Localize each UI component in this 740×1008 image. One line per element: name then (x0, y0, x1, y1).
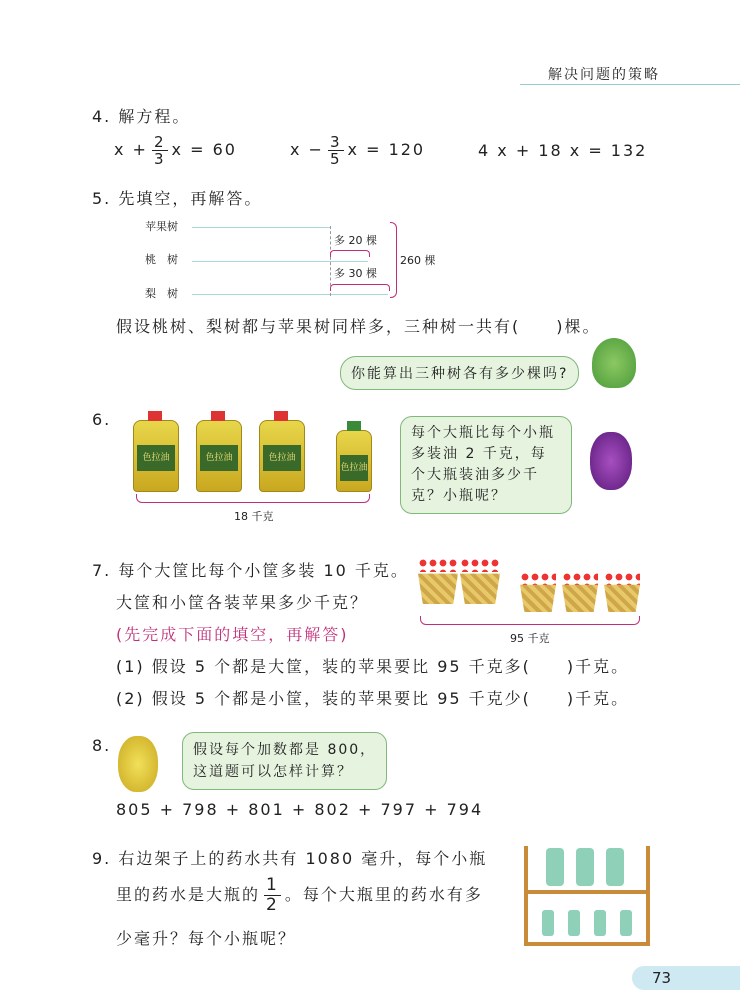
q5-heading: 5. 先填空，再解答。 (92, 189, 263, 208)
page-number: 73 (652, 969, 672, 987)
bar-peach (192, 261, 368, 262)
q8-number: 8. (92, 736, 112, 755)
label-peach: 桃 树 (145, 253, 178, 266)
brace-30 (330, 284, 390, 291)
diff-30: 多 30 棵 (334, 267, 377, 280)
brace-95kg (420, 616, 640, 625)
brace-total (390, 222, 397, 298)
bar-apple (192, 227, 330, 228)
total-18kg: 18 千克 (234, 510, 274, 523)
q6-number: 6. (92, 410, 112, 429)
oil-bottle-large: 色拉油 (259, 420, 305, 492)
q9-line-1: 9. 右边架子上的药水共有 1080 毫升，每个小瓶 (92, 849, 488, 868)
page-number-tab (632, 966, 740, 990)
total-260: 260 棵 (400, 254, 436, 267)
vegetable-character (592, 338, 636, 388)
brace-20 (330, 250, 370, 257)
brace-18kg (136, 494, 370, 503)
label-apple: 苹果树 (145, 220, 178, 233)
q7-sub-2: (2) 假设 5 个都是小筐，装的苹果要比 95 千克少( )千克。 (116, 689, 630, 708)
medicine-shelf (524, 846, 650, 946)
q8-speech-bubble: 假设每个加数都是 800， 这道题可以怎样计算？ (182, 732, 387, 790)
label-pear: 梨 树 (145, 287, 178, 300)
q9-line-2: 里的药水是大瓶的 $\frac{1}{2}$ 。每个大瓶里的药水有多 (116, 875, 483, 915)
total-95kg: 95 千克 (510, 632, 550, 645)
eggplant-character (590, 432, 632, 490)
oil-bottle-small: 色拉油 (336, 430, 372, 492)
bar-pear (192, 294, 388, 295)
q4-equation-3: 4 x + 18 x = 132 (478, 141, 648, 160)
q7-line-2: 大筐和小筐各装苹果多少千克？ (116, 593, 369, 612)
oil-bottle-large: 色拉油 (133, 420, 179, 492)
q7-sub-1: (1) 假设 5 个都是大筐，装的苹果要比 95 千克多( )千克。 (116, 657, 630, 676)
q8-expression: 805 + 798 + 801 + 802 + 797 + 794 (116, 800, 484, 819)
diff-20: 多 20 棵 (334, 234, 377, 247)
q7-line-1: 7. 每个大筐比每个小筐多装 10 千克。 (92, 561, 409, 580)
q6-speech-bubble: 每个大瓶比每个小瓶多装油 2 千克，每个大瓶装油多少千克？小瓶呢？ (400, 416, 572, 514)
q5-speech-bubble: 你能算出三种树各有多少棵吗? (340, 356, 579, 390)
q4-equation-1: x + $\frac{2}{3}$ x = 60 (114, 133, 237, 168)
q4-equation-2: x − $\frac{3}{5}$ x = 120 (290, 133, 426, 168)
corn-character (118, 736, 158, 792)
q9-line-3: 少毫升？每个小瓶呢？ (116, 929, 297, 948)
oil-bottle-large: 色拉油 (196, 420, 242, 492)
q5-statement: 假设桃树、梨树都与苹果树同样多，三种树一共有( )棵。 (116, 317, 601, 336)
section-title: 解决问题的策略 (548, 67, 660, 83)
q4-heading: 4. 解方程。 (92, 107, 191, 126)
header-rule (520, 84, 740, 85)
q7-hint: (先完成下面的填空，再解答) (116, 625, 349, 644)
